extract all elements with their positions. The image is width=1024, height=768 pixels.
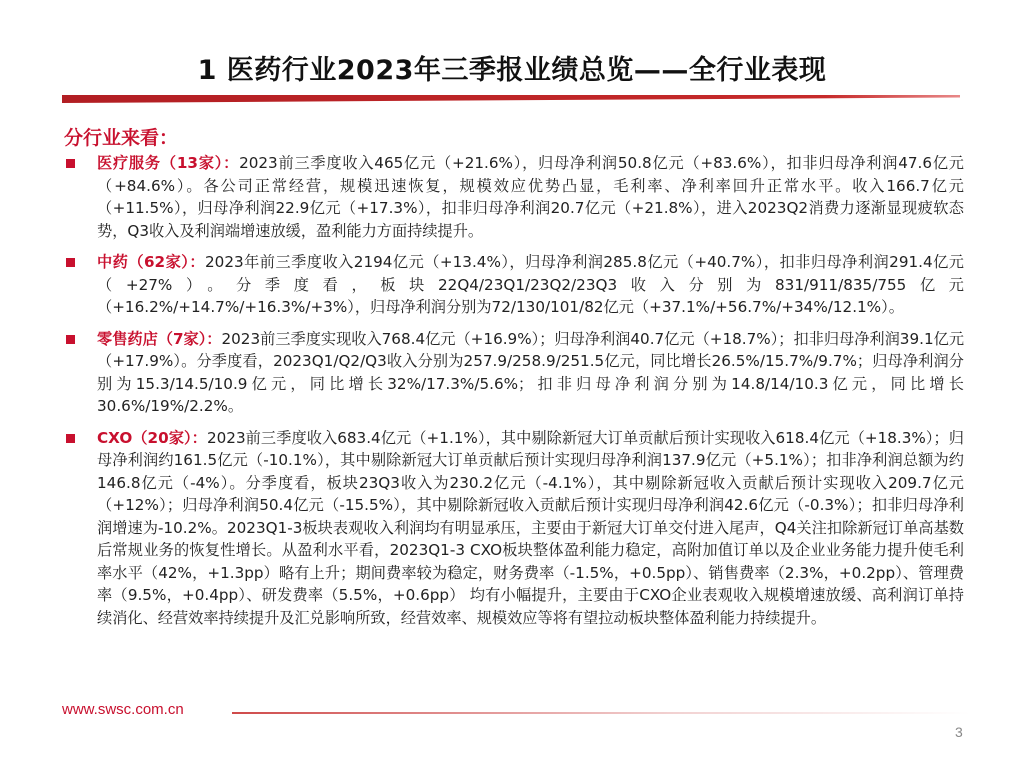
item-text: 2023前三季度实现收入768.4亿元（+16.9%）；归母净利润40.7亿元（+18.7%）；扣非归母净利润39.1亿元（+17.9%）。分季度看，2023Q1/Q2/Q3收入分别为257.9/258.9/251.5亿元，同比增长26.5%/15.7%/9.7%；归母净利润分别为15.3/14.5/10.9亿元，同比增长32%/17.3%/5.6%；扣非归母净利润分别为14.8/14/10.3亿元，同比增长30.6%/19%/2.2%。	[97, 329, 965, 415]
item-lead: 医疗服务（13家）：	[97, 154, 240, 172]
square-bullet-icon	[66, 335, 75, 344]
section-heading: 分行业来看：	[64, 127, 179, 149]
square-bullet-icon	[66, 434, 75, 443]
item-lead: 中药（62家）：	[97, 253, 205, 271]
page-number: 3	[955, 724, 963, 740]
item-lead: 零售药店（7家）：	[97, 329, 222, 348]
list-item-medical-services	[64, 152, 964, 242]
item-text: 2023前三季度收入683.4亿元（+1.1%），其中剔除新冠大订单贡献后预计实现收入618.4亿元（+18.3%）；归母净利润约161.5亿元（-10.1%），其中剔除新冠大订单贡献后预计实现归母净利润137.9亿元（+5.1%）；扣非净利润总额为约146.8亿元（-4%）。分季度看，板块23Q3收入为230.2亿元（-4.1%），其中剔除新冠收入贡献后预计实现收入209.7亿元（+12%）；归母净利润50.4亿元（-15.5%），其中剔除新冠收入贡献后预计实现归母净利润42.6亿元（-0.3%）；扣非归母净利润增速为-10.2%。2023Q1-3板块表观收入利润均有明显承压，主要由于新冠大订单交付进入尾声，Q4关注扣除新冠订单高基数后常规业务的恢复性增长。从盈利水平看，2023Q1-3 CXO板块整体盈利能力稳定，高附加值订单以及企业业务能力提升使毛利率水平（42%，+1.3pp）略有上升；期间费率较为稳定，财务费率（-1.5%，+0.5pp）、销售费率（2.3%，+0.2pp）、管理费率（9.5%，+0.4pp）、研发费率（5.5%，+0.6pp） 均有小幅提升，主要由于CXO企业表观收入规模增速放缓、高利润订单持续消化、经营效率持续提升及汇兑影响所致，经营效率、规模效应等将有望拉动板块整体盈利能力持续提升。	[97, 428, 964, 627]
list-item-tcm	[64, 251, 964, 319]
title-divider	[62, 95, 960, 103]
list-item-cxo	[64, 427, 964, 630]
item-text: 2023年前三季度收入2194亿元（+13.4%），归母净利润285.8亿元（+40.7%），扣非归母净利润291.4亿元（+27%）。分季度看，板块22Q4/23Q1/23Q2/23Q3收入分别为831/911/835/755亿元（+16.2%/+14.7%/+16.3%/+3%），归母净利润分别为72/130/101/82亿元（+37.1%/+56.7%/+34%/12.1%）。	[97, 253, 964, 316]
bullet-list	[64, 152, 964, 638]
page-title: 1 医药行业2023年三季报业绩总览——全行业表现	[197, 55, 827, 86]
square-bullet-icon	[66, 159, 75, 168]
list-item-retail-pharmacy	[64, 328, 964, 418]
footer-divider	[232, 712, 970, 714]
item-text: 2023前三季度收入465亿元（+21.6%），归母净利润50.8亿元（+83.6%），扣非归母净利润47.6亿元（+84.6%）。各公司正常经营，规模迅速恢复，规模效应优势凸显，毛利率、净利率回升正常水平。收入166.7亿元（+11.5%），归母净利润22.9亿元（+17.3%），扣非归母净利润20.7亿元（+21.8%），进入2023Q2消费力逐渐显现疲软态势，Q3收入及利润端增速放缓，盈利能力方面持续提升。	[97, 154, 964, 240]
item-lead: CXO（20家）：	[97, 428, 207, 447]
square-bullet-icon	[66, 258, 75, 267]
footer-url: www.swsc.com.cn	[62, 701, 184, 718]
